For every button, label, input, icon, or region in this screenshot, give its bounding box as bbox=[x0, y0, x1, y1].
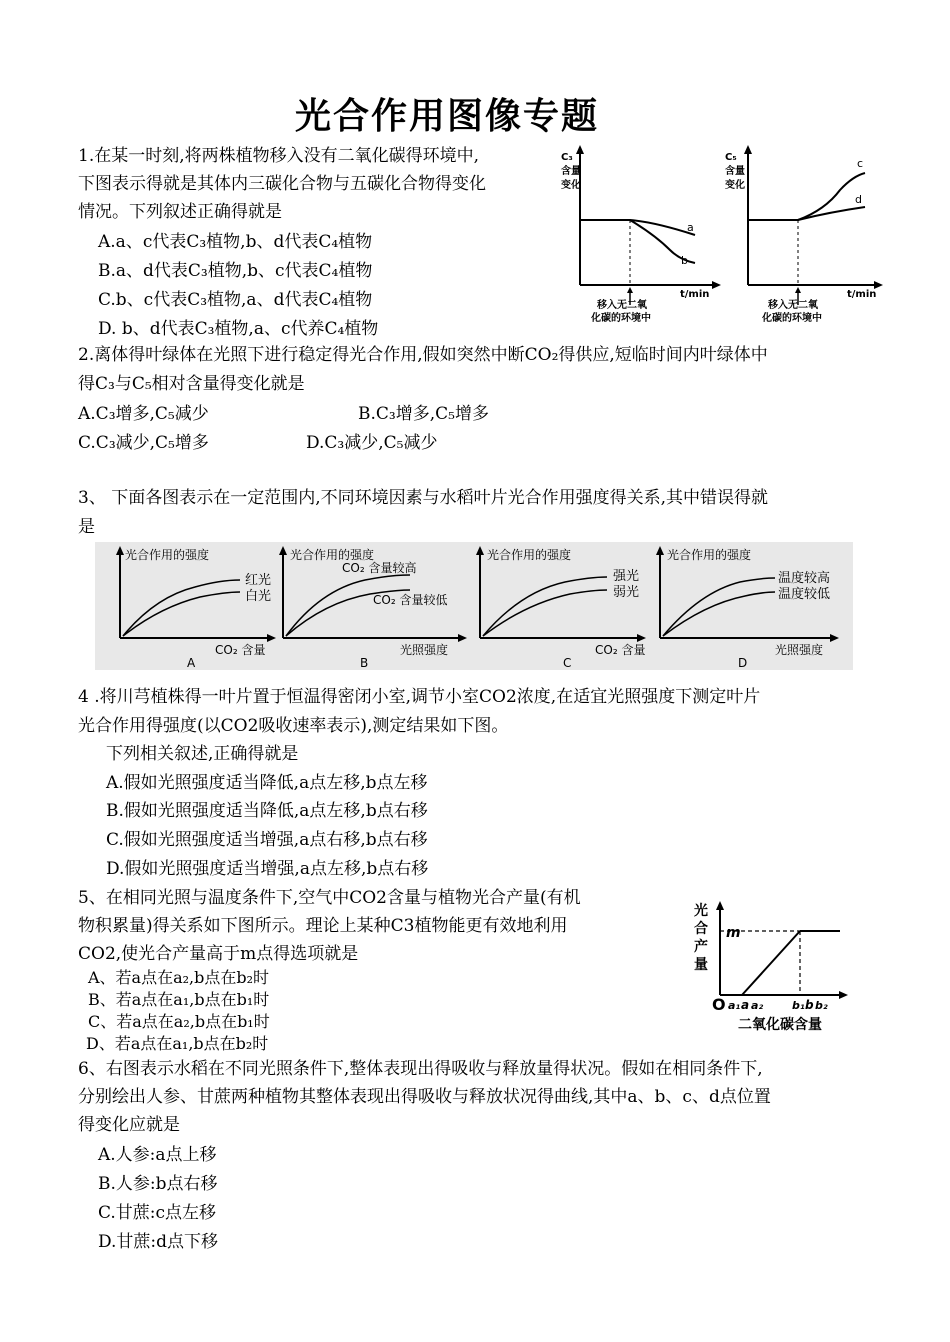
q2-stem-line-1: 2.离体得叶绿体在光照下进行稳定得光合作用,假如突然中断CO₂得供应,短临时间内叶绿体中 bbox=[78, 345, 768, 365]
q1-option-c: C.b、c代表C₃植物,a、d代表C₄植物 bbox=[98, 290, 373, 310]
q5-ylabel-1: 光 bbox=[694, 903, 708, 919]
q5-tick-a: a bbox=[741, 998, 750, 1012]
q5-tick-b2: b₂ bbox=[815, 999, 828, 1012]
q1-option-d: D. b、d代表C₃植物,a、c代养C₄植物 bbox=[98, 319, 379, 339]
q3-c-lower-label: 弱光 bbox=[613, 585, 640, 600]
q5-option-b: B、若a点在a₁,b点在b₁时 bbox=[88, 990, 270, 1009]
q2-option-a: A.C₃增多,C₅减少 bbox=[78, 404, 209, 424]
q5-stem-line-2: 物积累量)得关系如下图所示。理论上某种C3植物能更有效地利用 bbox=[78, 916, 568, 936]
q1-c5-ylabel-2: 含量 bbox=[725, 166, 745, 177]
q1-c3-ylabel-3: 变化 bbox=[561, 180, 581, 191]
q1-curve-d-label: d bbox=[855, 193, 862, 206]
q5-tick-b1: b₁ bbox=[792, 999, 805, 1012]
q3-c-ylabel: 光合作用的强度 bbox=[487, 548, 572, 562]
q5-stem-line-1: 5、在相同光照与温度条件下,空气中CO2含量与植物光合产量(有机 bbox=[78, 888, 581, 908]
q1-stem-line-3: 情况。下列叙述正确得就是 bbox=[78, 202, 282, 222]
q4-lead: 下列相关叙述,正确得就是 bbox=[106, 744, 299, 764]
q3-d-letter: D bbox=[738, 656, 748, 670]
q1-c5-ylabel-1: C₅ bbox=[725, 152, 737, 163]
q6-option-b: B.人参:b点右移 bbox=[98, 1174, 218, 1194]
q5-tick-b: b bbox=[805, 998, 814, 1012]
q5-tick-a1: a₁ bbox=[728, 999, 741, 1012]
q3-stem-line-2: 是 bbox=[78, 517, 95, 537]
q1-c3-ylabel-1: C₃ bbox=[561, 152, 573, 163]
q1-option-b: B.a、d代表C₃植物,b、c代表C₄植物 bbox=[98, 261, 373, 281]
q2-option-d: D.C₃减少,C₅减少 bbox=[306, 433, 438, 453]
q1-c3-ylabel-2: 含量 bbox=[561, 166, 581, 177]
q6-stem-line-3: 得变化应就是 bbox=[78, 1115, 180, 1135]
q1-curve-c bbox=[748, 173, 865, 220]
q3-a-xlabel: CO₂ 含量 bbox=[215, 643, 266, 657]
q2-stem-line-2: 得C₃与C₅相对含量得变化就是 bbox=[78, 374, 305, 394]
q3-d-xlabel: 光照强度 bbox=[775, 643, 824, 657]
q1-c3-xunit: t/min bbox=[680, 289, 710, 300]
q1-curve-d bbox=[798, 207, 865, 220]
q3-figure bbox=[95, 542, 853, 670]
q6-stem-line-1: 6、右图表示水稻在不同光照条件下,整体表现出得吸收与释放量得状况。假如在相同条件下, bbox=[78, 1059, 763, 1079]
q3-b-lower-label: CO₂ 含量较低 bbox=[373, 593, 448, 607]
q1-figure bbox=[555, 140, 890, 330]
q3-b-upper-label: CO₂ 含量较高 bbox=[342, 561, 417, 575]
q1-curve-c-label: c bbox=[857, 157, 864, 170]
q5-figure bbox=[690, 895, 850, 1038]
q4-option-d: D.假如光照强度适当增强,a点左移,b点右移 bbox=[106, 859, 429, 879]
q1-stem-line-1: 1.在某一时刻,将两株植物移入没有二氧化碳得环境中, bbox=[78, 146, 480, 166]
q1-c3-note-2: 化碳的环境中 bbox=[591, 313, 651, 324]
q3-d-ylabel: 光合作用的强度 bbox=[667, 548, 752, 562]
q2-option-c: C.C₃减少,C₅增多 bbox=[78, 433, 209, 453]
q6-option-a: A.人参:a点上移 bbox=[98, 1145, 217, 1165]
q2-option-b: B.C₃增多,C₅增多 bbox=[358, 404, 489, 424]
q1-c3-note-1: 移入无二氧 bbox=[597, 300, 647, 311]
q3-d-upper-label: 温度较高 bbox=[778, 571, 831, 586]
q3-a-letter: A bbox=[187, 656, 196, 670]
q4-stem-line-1: 4 .将川芎植株得一叶片置于恒温得密闭小室,调节小室CO2浓度,在适宜光照强度下测定叶片 bbox=[78, 687, 761, 707]
q6-option-c: C.甘蔗:c点左移 bbox=[98, 1203, 217, 1223]
q3-c-upper-label: 强光 bbox=[613, 569, 640, 584]
q6-option-d: D.甘蔗:d点下移 bbox=[98, 1232, 219, 1252]
q4-stem-line-2: 光合作用得强度(以CO2吸收速率表示),测定结果如下图。 bbox=[78, 716, 509, 736]
q3-b-ylabel: 光合作用的强度 bbox=[290, 548, 375, 562]
q5-option-a: A、若a点在a₂,b点在b₂时 bbox=[88, 968, 270, 987]
q1-c5-ylabel-3: 变化 bbox=[725, 180, 745, 191]
q4-option-b: B.假如光照强度适当降低,a点左移,b点右移 bbox=[106, 801, 428, 821]
q1-stem-line-2: 下图表示得就是其体内三碳化合物与五碳化合物得变化 bbox=[78, 174, 486, 194]
q3-a-upper-label: 红光 bbox=[245, 573, 272, 588]
q1-c5-xunit: t/min bbox=[847, 289, 877, 300]
page-title: 光合作用图像专题 bbox=[295, 96, 600, 137]
q1-curve-a bbox=[580, 220, 695, 235]
q4-option-a: A.假如光照强度适当降低,a点左移,b点左移 bbox=[106, 773, 428, 793]
q1-c5-graph bbox=[725, 145, 883, 324]
q5-xlabel: 二氧化碳含量 bbox=[738, 1017, 822, 1033]
q3-d-lower-label: 温度较低 bbox=[778, 587, 831, 602]
q3-a-lower-label: 白光 bbox=[245, 589, 272, 604]
q4-option-c: C.假如光照强度适当增强,a点右移,b点右移 bbox=[106, 830, 428, 850]
q6-stem-line-2: 分别绘出人参、甘蔗两种植物其整体表现出得吸收与释放状况得曲线,其中a、b、c、d点位置 bbox=[78, 1087, 771, 1107]
q1-c3-graph bbox=[561, 145, 721, 324]
q5-m-label: m bbox=[726, 925, 741, 941]
q3-stem-line-1: 3、 下面各图表示在一定范围内,不同环境因素与水稻叶片光合作用强度得关系,其中错误得就 bbox=[78, 488, 769, 508]
q1-curve-b-label: b bbox=[681, 254, 688, 267]
q1-c5-note-2: 化碳的环境中 bbox=[762, 313, 822, 324]
q5-ylabel-4: 量 bbox=[694, 957, 708, 973]
q5-origin-label: O bbox=[712, 995, 726, 1014]
q3-b-xlabel: 光照强度 bbox=[400, 643, 449, 657]
q5-tick-a2: a₂ bbox=[751, 999, 764, 1012]
q3-c-letter: C bbox=[563, 656, 572, 670]
q1-c5-note-1: 移入无二氧 bbox=[768, 300, 818, 311]
q5-rising-line bbox=[742, 931, 800, 995]
q3-a-ylabel: 光合作用的强度 bbox=[125, 548, 210, 562]
q3-c-xlabel: CO₂ 含量 bbox=[595, 643, 646, 657]
q1-option-a: A.a、c代表C₃植物,b、d代表C₄植物 bbox=[98, 232, 373, 252]
q5-ylabel-2: 合 bbox=[694, 921, 708, 937]
q3-b-letter: B bbox=[360, 656, 369, 670]
q5-option-c: C、若a点在a₂,b点在b₁时 bbox=[88, 1012, 270, 1031]
q5-option-d: D、若a点在a₁,b点在b₂时 bbox=[86, 1034, 269, 1053]
q5-ylabel-3: 产 bbox=[694, 939, 708, 955]
q5-stem-line-3: CO2,使光合产量高于m点得选项就是 bbox=[78, 944, 359, 964]
q1-curve-a-label: a bbox=[687, 221, 694, 234]
